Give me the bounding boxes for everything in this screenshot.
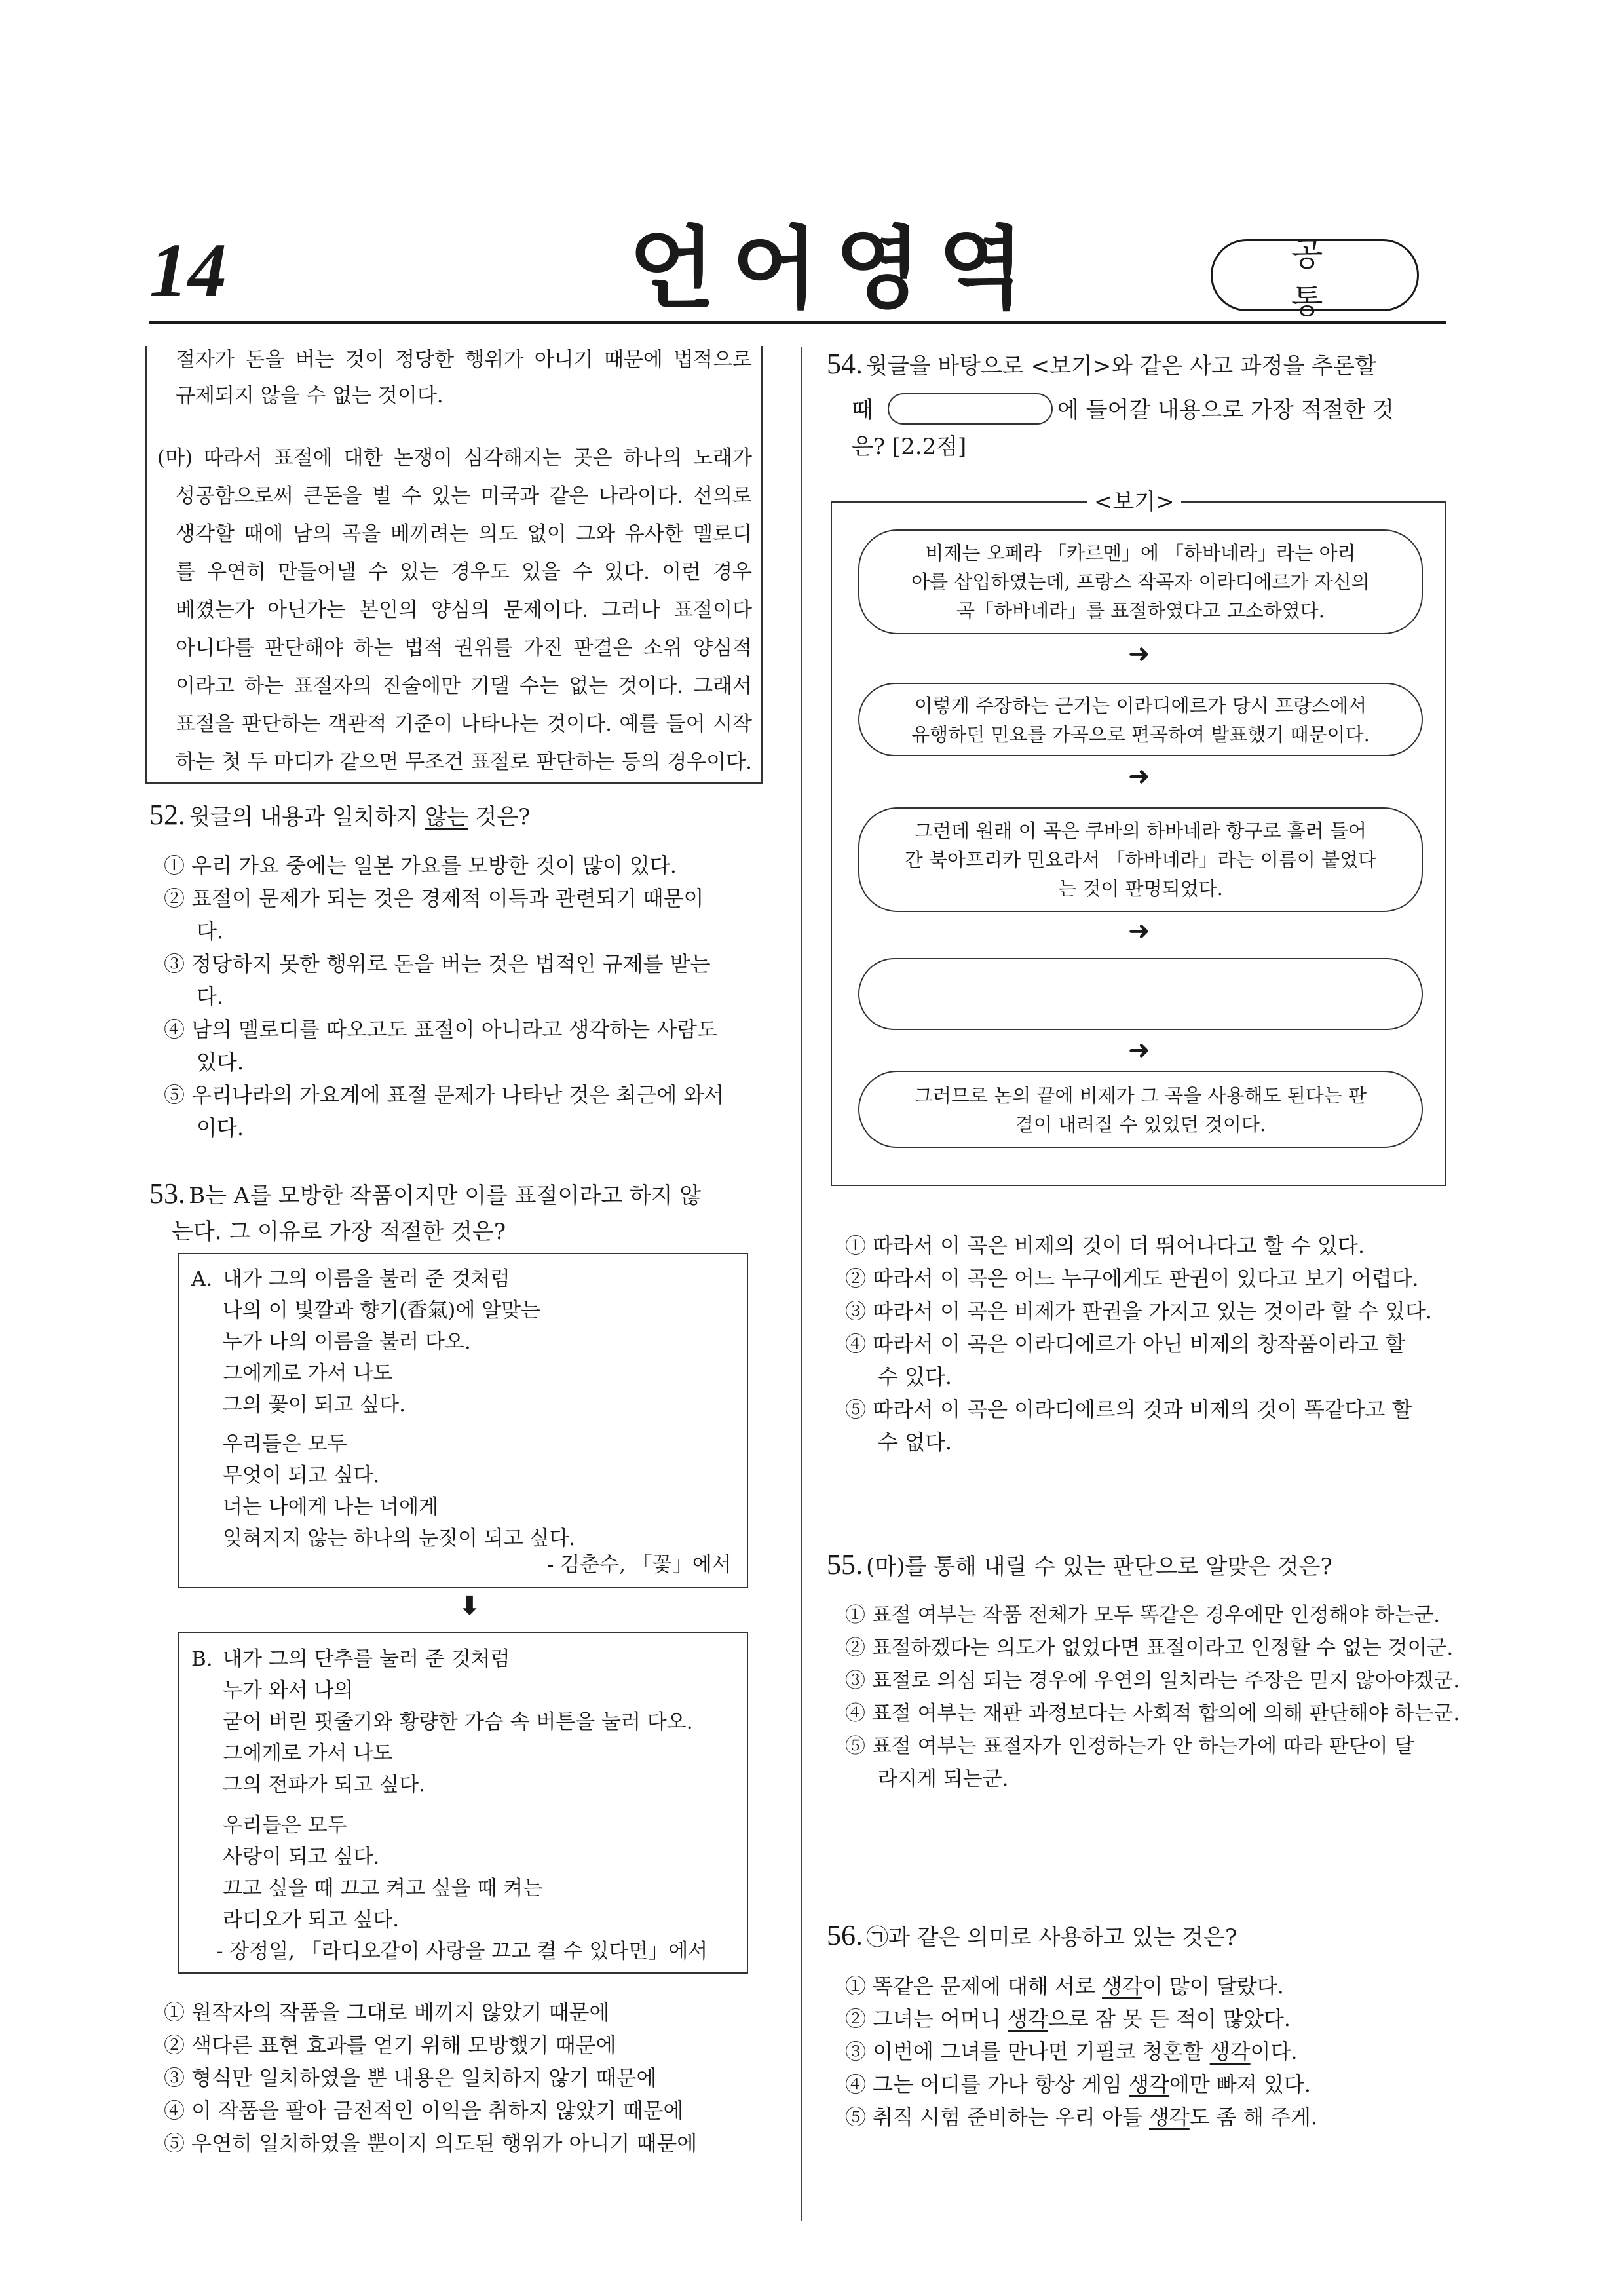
emphasis-underline: 않는: [425, 804, 468, 830]
reasoning-step-1: 비제는 오페라 「카르멘」에 「하바네라」라는 아리 아를 삽입하였는데, 프랑스 작곡자 이라디에르가 자신의 곡「하바네라」를 표절하였다고 고소하였다.: [858, 529, 1423, 634]
choice-1[interactable]: ① 우리 가요 중에는 일본 가요를 모방한 것이 많이 있다.: [164, 853, 677, 878]
poem-line: 누가 와서 나의: [223, 1679, 354, 1702]
target-word: 생각: [1209, 2039, 1251, 2064]
question-52: [149, 798, 530, 832]
down-arrow-icon: ⬇: [459, 1591, 481, 1621]
poem-line: 굳어 버린 핏줄기와 황량한 가슴 속 버튼을 눌러 다오.: [223, 1710, 693, 1734]
right-arrow-icon: ➜: [1128, 916, 1150, 946]
header-rule: [149, 321, 1446, 324]
passage-line: 를 우연히 만들어낼 수 있는 경우도 있을 수 있다. 이런 경우: [176, 560, 752, 584]
choice-1[interactable]: ① 표절 여부는 작품 전체가 모두 똑같은 경우에만 인정해야 하는군.: [845, 1603, 1441, 1627]
poem-line: 내가 그의 이름을 불러 준 것처럼: [223, 1267, 510, 1291]
question-stem: ㉠과 같은 의미로 사용하고 있는 것은?: [866, 1924, 1237, 1951]
question-number: 52.: [149, 799, 185, 831]
poem-a-label: A.: [191, 1267, 213, 1291]
question-number: 56.: [827, 1919, 863, 1951]
choice-5[interactable]: ⑤ 우리나라의 가요계에 표절 문제가 나타난 것은 최근에 와서: [164, 1082, 725, 1107]
question-stem: B는 A를 모방한 작품이지만 이를 표절이라고 하지 않: [189, 1183, 702, 1209]
right-arrow-icon: ➜: [1128, 761, 1150, 792]
question-54: [827, 347, 1376, 381]
choice-3-cont: 다.: [197, 984, 224, 1009]
poem-line: 라디오가 되고 싶다.: [223, 1908, 400, 1932]
choice-1[interactable]: ① 원작자의 작품을 그대로 베끼지 않았기 때문에: [164, 2000, 610, 2025]
choice-4[interactable]: ④ 그는 어디를 가나 항상 게임 생각에만 빠져 있다.: [845, 2072, 1311, 2097]
poem-line: 우리들은 모두: [223, 1814, 347, 1837]
poem-b-label: B.: [191, 1647, 213, 1671]
choice-2[interactable]: ② 표절이 문제가 되는 것은 경제적 이득과 관련되기 때문이: [164, 886, 704, 911]
bogi-label: <보기>: [1087, 484, 1181, 516]
poem-source: - 장정일, 「라디오같이 사랑을 끄고 켤 수 있다면」에서: [216, 1940, 708, 1963]
question-stem: 윗글의 내용과 일치하지 않는 것은?: [189, 804, 531, 830]
passage-line: 생각할 때에 남의 곡을 베끼려는 의도 없이 그와 유사한 멜로디: [176, 522, 752, 546]
choice-4[interactable]: ④ 이 작품을 팔아 금전적인 이익을 취하지 않았기 때문에: [164, 2098, 684, 2123]
poem-line: 누가 나의 이름을 불러 다오.: [223, 1330, 471, 1354]
choice-2[interactable]: ② 표절하겠다는 의도가 없었다면 표절이라고 인정할 수 없는 것이군.: [845, 1636, 1454, 1660]
poem-line: 그의 전파가 되고 싶다.: [223, 1773, 425, 1797]
question-stem: (마)를 통해 내릴 수 있는 판단으로 알맞은 것은?: [866, 1554, 1332, 1580]
passage-line: 베꼈는가 아닌가는 본인의 양심의 문제이다. 그러나 표절이다: [176, 598, 752, 622]
question-55: [827, 1548, 1332, 1581]
reasoning-step-3: 그런데 원래 이 곡은 쿠바의 하바네라 항구로 흘러 들어 간 북아프리카 민요라서 「하바네라」라는 이름이 붙었다 는 것이 판명되었다.: [858, 807, 1423, 912]
choice-2-cont: 다.: [197, 919, 224, 944]
poem-line: 그에게로 가서 나도: [223, 1742, 393, 1765]
question-stem-cont: 때: [852, 397, 873, 423]
choice-4-cont: 있다.: [197, 1050, 244, 1075]
target-word: 생각: [1101, 1974, 1142, 1999]
choice-4[interactable]: ④ 표절 여부는 재판 과정보다는 사회적 합의에 의해 판단해야 하는군.: [845, 1702, 1460, 1725]
question-56: [827, 1919, 1237, 1952]
blank-box: [888, 393, 1053, 425]
question-stem-cont: 는다. 그 이유로 가장 적절한 것은?: [172, 1219, 506, 1245]
choice-3[interactable]: ③ 정당하지 못한 행위로 돈을 버는 것은 법적인 규제를 받는: [164, 951, 711, 976]
choice-5-cont: 라지게 되는군.: [878, 1767, 1009, 1791]
question-number: 53.: [149, 1177, 185, 1210]
choice-3[interactable]: ③ 따라서 이 곡은 비제가 판권을 가지고 있는 것이라 할 수 있다.: [845, 1299, 1432, 1324]
choice-5[interactable]: ⑤ 따라서 이 곡은 이라디에르의 것과 비제의 것이 똑같다고 할: [845, 1397, 1412, 1422]
choice-4[interactable]: ④ 따라서 이 곡은 이라디에르가 아닌 비제의 창작품이라고 할: [845, 1331, 1406, 1356]
passage-line: 규제되지 않을 수 없는 것이다.: [176, 384, 444, 408]
choice-5-cont: 이다.: [197, 1115, 244, 1140]
passage-line: 아니다를 판단해야 하는 법적 권위를 가진 판결은 소위 양심적: [176, 636, 752, 660]
passage-line: 절자가 돈을 버는 것이 정당한 행위가 아니기 때문에 법적으로: [176, 348, 752, 372]
choice-3[interactable]: ③ 이번에 그녀를 만나면 기필코 청혼할 생각이다.: [845, 2039, 1298, 2064]
question-number: 54.: [827, 348, 863, 380]
poem-line: 잊혀지지 않는 하나의 눈짓이 되고 싶다.: [223, 1527, 576, 1550]
choice-5-cont: 수 없다.: [878, 1430, 953, 1455]
column-divider: [801, 347, 802, 2221]
poem-line: 그의 꽃이 되고 싶다.: [223, 1393, 406, 1417]
choice-2[interactable]: ② 따라서 이 곡은 어느 누구에게도 판권이 있다고 보기 어렵다.: [845, 1266, 1419, 1291]
category-badge: 공 통: [1211, 239, 1419, 311]
reasoning-step-5: 그러므로 논의 끝에 비제가 그 곡을 사용해도 된다는 판 결이 내려질 수 있었던 것이다.: [858, 1071, 1423, 1148]
poem-line: 그에게로 가서 나도: [223, 1362, 393, 1385]
question-stem: 윗글을 바탕으로 <보기>와 같은 사고 과정을 추론할: [866, 353, 1376, 379]
passage-line: 이라고 하는 표절자의 진술에만 기댈 수는 없는 것이다. 그래서: [176, 674, 752, 698]
poem-line: 나의 이 빛깔과 향기(香氣)에 알맞는: [223, 1299, 540, 1322]
poem-line: 사랑이 되고 싶다.: [223, 1845, 380, 1869]
reasoning-step-blank: [858, 958, 1423, 1030]
choice-4-cont: 수 있다.: [878, 1364, 953, 1389]
choice-5[interactable]: ⑤ 우연히 일치하였을 뿐이지 의도된 행위가 아니기 때문에: [164, 2131, 698, 2156]
choice-1[interactable]: ① 따라서 이 곡은 비제의 것이 더 뛰어나다고 할 수 있다.: [845, 1233, 1365, 1258]
choice-2[interactable]: ② 그녀는 어머니 생각으로 잠 못 든 적이 많았다.: [845, 2006, 1291, 2031]
question-53: [149, 1177, 701, 1210]
poem-line: 내가 그의 단추를 눌러 준 것처럼: [223, 1647, 510, 1671]
question-stem-cont: 에 들어갈 내용으로 가장 적절한 것: [1057, 397, 1394, 423]
choice-1[interactable]: ① 똑같은 문제에 대해 서로 생각이 많이 달랐다.: [845, 1974, 1284, 1999]
passage-line: 하는 첫 두 마디가 같으면 무조건 표절로 판단하는 등의 경우이다.: [176, 750, 752, 774]
choice-5[interactable]: ⑤ 표절 여부는 표절자가 인정하는가 안 하는가에 따라 판단이 달: [845, 1734, 1414, 1758]
choice-3[interactable]: ③ 표절로 의심 되는 경우에 우연의 일치라는 주장은 믿지 않아야겠군.: [845, 1669, 1460, 1693]
target-word: 생각: [1129, 2072, 1169, 2097]
question-number: 55.: [827, 1548, 863, 1580]
target-word: 생각: [1008, 2006, 1048, 2031]
poem-source: - 김춘수, 「꽃」에서: [547, 1553, 732, 1577]
choice-2[interactable]: ② 색다른 표현 효과를 얻기 위해 모방했기 때문에: [164, 2033, 616, 2057]
question-stem-cont: 은? [2.2점]: [852, 434, 967, 460]
poem-line: 우리들은 모두: [223, 1432, 347, 1456]
choice-3[interactable]: ③ 형식만 일치하였을 뿐 내용은 일치하지 않기 때문에: [164, 2065, 657, 2090]
right-arrow-icon: ➜: [1128, 639, 1150, 669]
passage-line: (마) 따라서 표절에 대한 논쟁이 심각해지는 곳은 하나의 노래가: [157, 446, 752, 470]
target-word: 생각: [1148, 2105, 1190, 2130]
poem-line: 무엇이 되고 싶다.: [223, 1464, 380, 1487]
passage-line: 표절을 판단하는 객관적 기준이 나타나는 것이다. 예를 들어 시작: [176, 712, 752, 736]
subject-title: 언어영역: [629, 218, 1042, 321]
right-arrow-icon: ➜: [1128, 1035, 1150, 1065]
poem-line: 너는 나에게 나는 너에게: [223, 1495, 439, 1519]
passage-line: 성공함으로써 큰돈을 벌 수 있는 미국과 같은 나라이다. 선의로: [176, 484, 752, 508]
reasoning-step-2: 이렇게 주장하는 근거는 이라디에르가 당시 프랑스에서 유행하던 민요를 가곡으로 편곡하여 발표했기 때문이다.: [858, 683, 1423, 756]
choice-5[interactable]: ⑤ 취직 시험 준비하는 우리 아들 생각도 좀 해 주게.: [845, 2105, 1318, 2130]
poem-line: 끄고 싶을 때 끄고 켜고 싶을 때 켜는: [223, 1877, 543, 1900]
choice-4[interactable]: ④ 남의 멜로디를 따오고도 표절이 아니라고 생각하는 사람도: [164, 1017, 718, 1042]
page-number: 14: [149, 227, 227, 313]
